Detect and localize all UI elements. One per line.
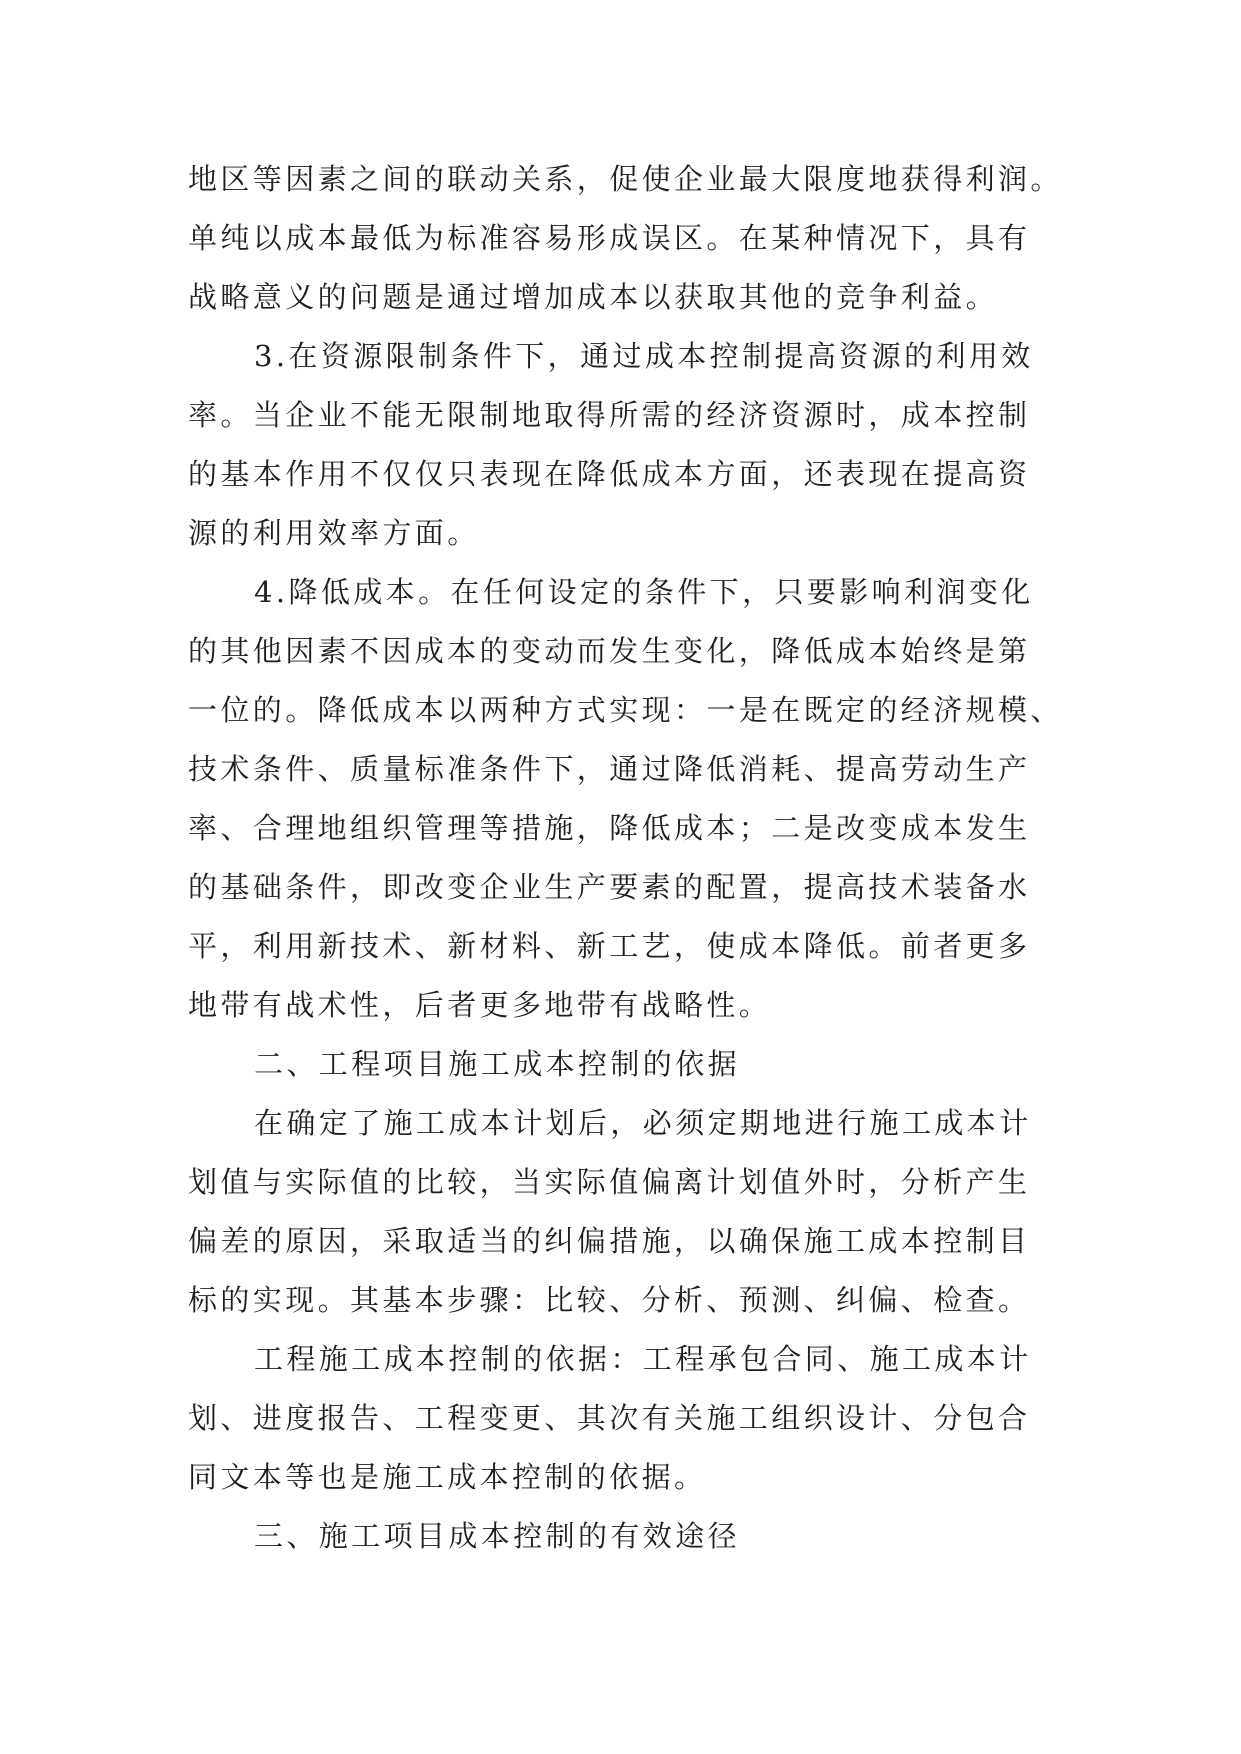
- paragraph-line: 地区等因素之间的联动关系，促使企业最大限度地获得利润。: [188, 162, 1063, 196]
- paragraph-line: 平，利用新技术、新材料、新工艺，使成本降低。前者更多: [188, 929, 1031, 963]
- paragraph-line: 率、合理地组织管理等措施，降低成本；二是改变成本发生: [188, 811, 1031, 845]
- paragraph-line: 战略意义的问题是通过增加成本以获取其他的竞争利益。: [188, 280, 999, 314]
- paragraph-line: 偏差的原因，采取适当的纠偏措施，以确保施工成本控制目: [188, 1224, 1031, 1258]
- paragraph-line: 技术条件、质量标准条件下，通过降低消耗、提高劳动生产: [188, 752, 1031, 786]
- paragraph-line: 3.在资源限制条件下，通过成本控制提高资源的利用效: [254, 339, 1034, 373]
- paragraph-line: 同文本等也是施工成本控制的依据。: [188, 1460, 707, 1494]
- paragraph-line: 划值与实际值的比较，当实际值偏离计划值外时，分析产生: [188, 1165, 1031, 1199]
- paragraph-line: 标的实现。其基本步骤：比较、分析、预测、纠偏、检查。: [188, 1283, 1031, 1317]
- paragraph-line: 地带有战术性，后者更多地带有战略性。: [188, 988, 772, 1022]
- section-heading: 三、施工项目成本控制的有效途径: [254, 1519, 741, 1553]
- paragraph-line: 一位的。降低成本以两种方式实现：一是在既定的经济规模、: [188, 693, 1063, 727]
- paragraph-line: 在确定了施工成本计划后，必须定期地进行施工成本计: [254, 1106, 1032, 1140]
- paragraph-line: 划、进度报告、工程变更、其次有关施工组织设计、分包合: [188, 1401, 1031, 1435]
- section-heading: 二、工程项目施工成本控制的依据: [254, 1047, 741, 1081]
- document-body: [188, 150, 1068, 1566]
- paragraph-line: 工程施工成本控制的依据：工程承包合同、施工成本计: [254, 1342, 1032, 1376]
- paragraph-line: 的其他因素不因成本的变动而发生变化，降低成本始终是第: [188, 634, 1031, 668]
- paragraph-line: 单纯以成本最低为标准容易形成误区。在某种情况下，具有: [188, 221, 1031, 255]
- paragraph-line: 的基本作用不仅仅只表现在降低成本方面，还表现在提高资: [188, 457, 1031, 491]
- paragraph-line: 的基础条件，即改变企业生产要素的配置，提高技术装备水: [188, 870, 1031, 904]
- paragraph-line: 4.降低成本。在任何设定的条件下，只要影响利润变化: [254, 575, 1034, 609]
- paragraph-line: 率。当企业不能无限制地取得所需的经济资源时，成本控制: [188, 398, 1031, 432]
- paragraph-line: 源的利用效率方面。: [188, 516, 480, 550]
